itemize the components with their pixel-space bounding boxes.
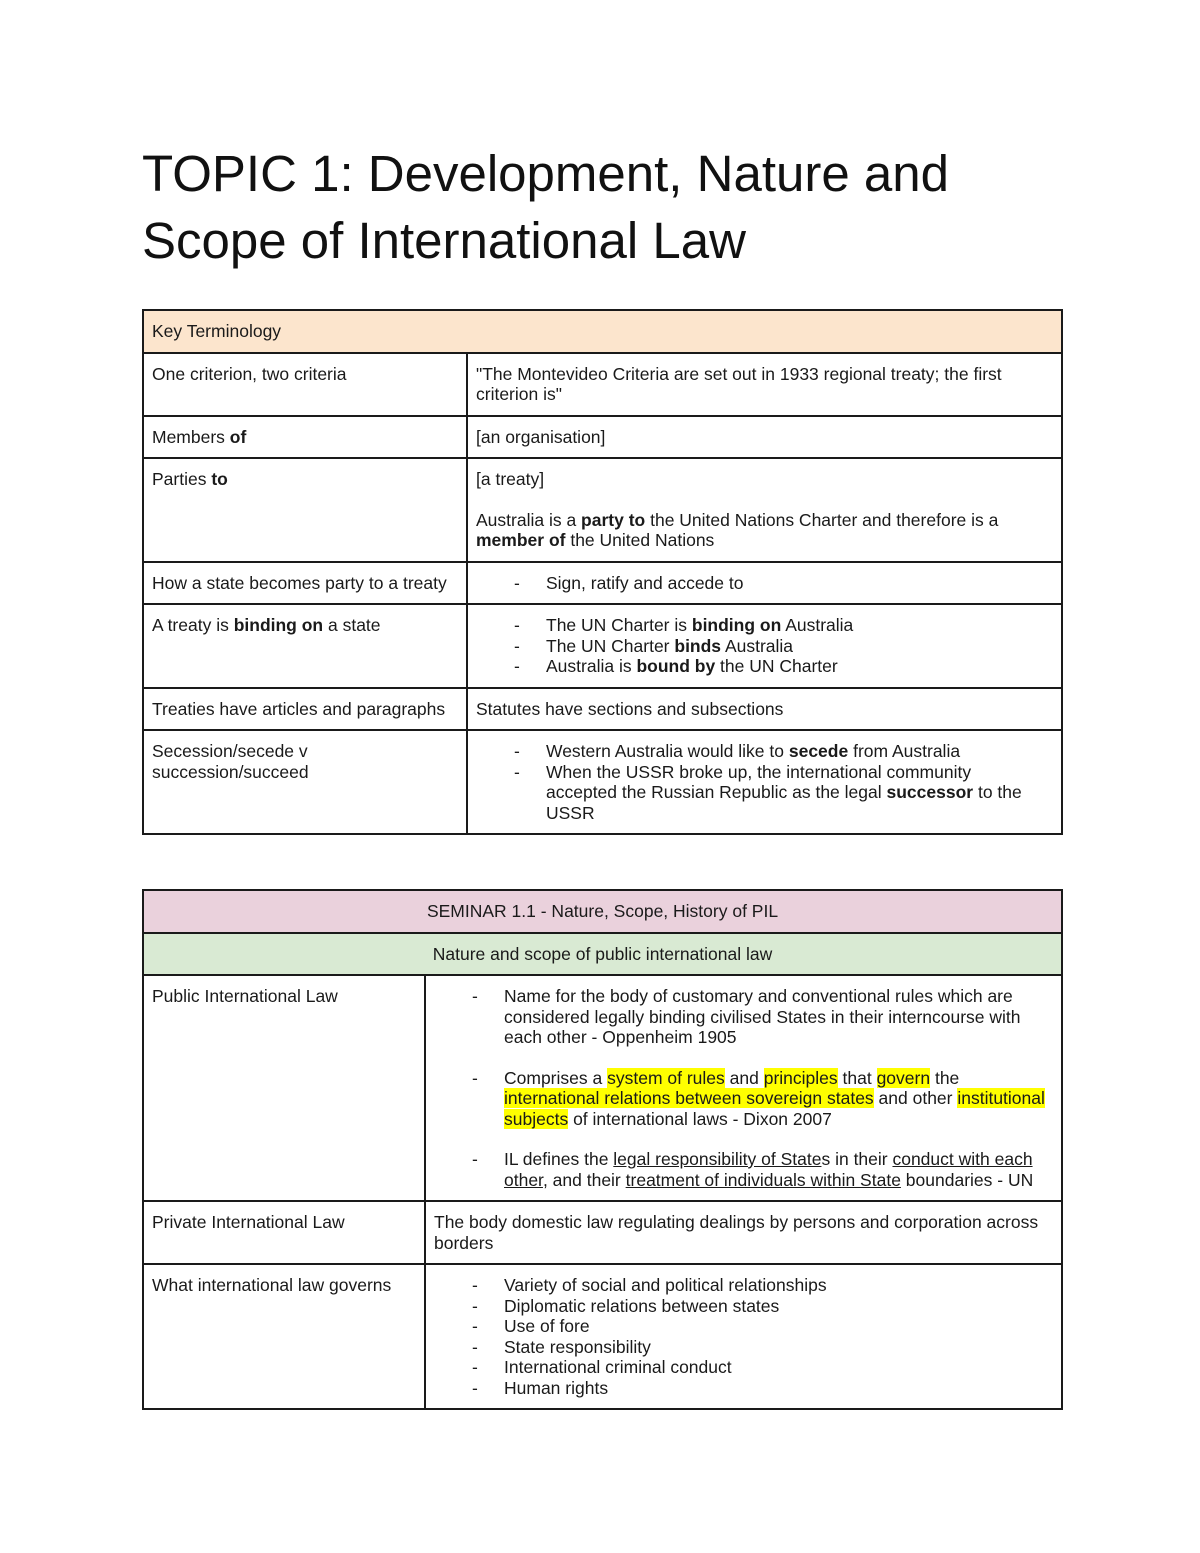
list-item: - Sign, ratify and accede to — [514, 573, 1053, 594]
description-cell: Statutes have sections and subsections — [467, 688, 1062, 731]
list-item: - Name for the body of customary and conventional rules which are considered legally binding civilised States in their interncourse with each other - Oppenheim 1905 — [472, 986, 1049, 1048]
table-row — [143, 1201, 1062, 1264]
table-row — [143, 933, 1062, 976]
term-cell: Parties to — [143, 458, 467, 562]
list-item: - IL defines the legal responsibility of States in their conduct with each other, and their treatment of individuals within State boundaries - UN — [472, 1149, 1049, 1190]
description-cell: [a treaty] Australia is a party to the United Nations Charter and therefore is a member of the United Nations — [467, 458, 1062, 562]
list-item: - State responsibility — [472, 1337, 1053, 1358]
description-cell: [an organisation] — [467, 416, 1062, 459]
term-cell: Members of — [143, 416, 467, 459]
page-title: TOPIC 1: Development, Nature and Scope of International Law — [142, 145, 949, 269]
term-cell: What international law governs — [143, 1264, 425, 1409]
description-cell — [467, 730, 1062, 834]
term-cell: One criterion, two criteria — [143, 353, 467, 416]
table-row — [143, 310, 1062, 353]
table-row — [143, 562, 1062, 605]
list-item: - Diplomatic relations between states — [472, 1296, 1053, 1317]
term-cell: Public International Law — [143, 975, 425, 1201]
list-item: - Western Australia would like to secede from Australia — [514, 741, 1053, 762]
table-row — [143, 688, 1062, 731]
table-row — [143, 1264, 1062, 1409]
key-terminology-table — [142, 309, 1063, 835]
table-row — [143, 353, 1062, 416]
term-cell: How a state becomes party to a treaty — [143, 562, 467, 605]
description-cell — [467, 604, 1062, 688]
term-cell: Secession/secede v succession/succeed — [143, 730, 467, 834]
key-terminology-heading: Key Terminology — [143, 310, 1062, 353]
description-cell — [467, 562, 1062, 605]
list-item: - Comprises a system of rules and principles that govern the international relations between sovereign states and other institutional subjects of international laws - Dixon 2007 — [472, 1068, 1049, 1130]
table-row — [143, 416, 1062, 459]
description-cell — [425, 1264, 1062, 1409]
list-item: - Variety of social and political relationships — [472, 1275, 1053, 1296]
list-item: - Australia is bound by the UN Charter — [514, 656, 1053, 677]
table-row — [143, 458, 1062, 562]
description-cell — [425, 975, 1062, 1201]
term-cell: Private International Law — [143, 1201, 425, 1264]
description-cell: The body domestic law regulating dealings by persons and corporation across borders — [425, 1201, 1062, 1264]
table-row — [143, 730, 1062, 834]
list-item: - International criminal conduct — [472, 1357, 1053, 1378]
list-item: - The UN Charter is binding on Australia — [514, 615, 1053, 636]
seminar-subheading: Nature and scope of public international law — [143, 933, 1062, 976]
table-row — [143, 890, 1062, 933]
term-cell: Treaties have articles and paragraphs — [143, 688, 467, 731]
table-row — [143, 975, 1062, 1201]
list-item: - When the USSR broke up, the international community accepted the Russian Republic as the legal successor to the USSR — [514, 762, 1053, 824]
seminar-table — [142, 889, 1063, 1410]
list-item: - Use of fore — [472, 1316, 1053, 1337]
list-item: - The UN Charter binds Australia — [514, 636, 1053, 657]
term-cell: A treaty is binding on a state — [143, 604, 467, 688]
seminar-heading: SEMINAR 1.1 - Nature, Scope, History of PIL — [143, 890, 1062, 933]
description-cell: "The Montevideo Criteria are set out in 1933 regional treaty; the first criterion is" — [467, 353, 1062, 416]
list-item: - Human rights — [472, 1378, 1053, 1399]
table-row — [143, 604, 1062, 688]
